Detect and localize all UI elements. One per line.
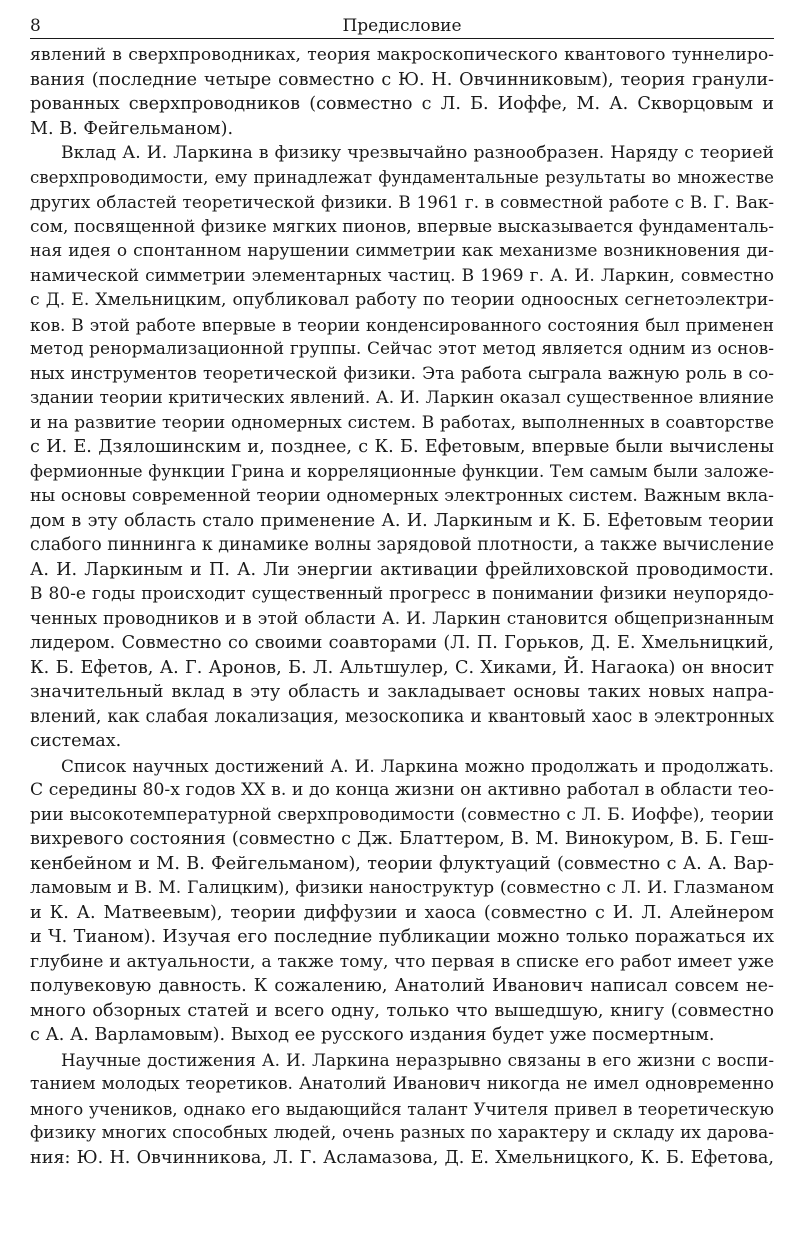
text-line: влений, как слабая локализация, мезоскопика и квантовый хаос в электронных bbox=[30, 706, 774, 727]
text-line: много учеников, однако его выдающийся талант Учителя привел в теоретическую bbox=[30, 1098, 774, 1119]
text-line: ная идея о спонтанном нарушении симметрии как механизме возникновения ди- bbox=[30, 241, 774, 261]
text-line: и на развитие теории одномерных систем. В работах, выполненных в соавторстве bbox=[30, 412, 774, 433]
text-line: М. В. Фейгельманом). bbox=[30, 118, 234, 139]
text-line: метод ренормализационной группы. Сейчас этот метод является одним из основ- bbox=[30, 339, 774, 359]
text-line: глубине и актуальности, а также тому, что первая в списке его работ имеет уже bbox=[30, 951, 774, 972]
text-line: с Д. Е. Хмельницким, опубликовал работу по теории одноосных сегнетоэлектри- bbox=[30, 290, 774, 310]
text-line: явлений в сверхпроводниках, теория макроскопического квантового туннелиро- bbox=[30, 45, 774, 65]
body-text bbox=[30, 39, 774, 1170]
text-line: танием молодых теоретиков. Анатолий Иванович никогда не имел одновременно bbox=[30, 1074, 774, 1094]
running-header bbox=[30, 14, 774, 39]
text-line: с А. А. Варламовым). Выход ее русского издания будет уже посмертным. bbox=[30, 1025, 715, 1045]
text-line: сверхпроводимости, ему принадлежат фундаментальные результаты во множестве bbox=[30, 167, 774, 187]
text-line: полувековую давность. К сожалению, Анатолий Иванович написал совсем не- bbox=[30, 976, 774, 996]
text-line: Научные достижения А. И. Ларкина неразрывно связаны в его жизни с воспи- bbox=[61, 1049, 774, 1070]
text-line: и К. А. Матвеевым), теории диффузии и хаоса (совместно с И. Л. Алейнером bbox=[30, 902, 774, 923]
text-line: других областей теоретической физики. В 1961 г. в совместной работе с В. Г. Вак- bbox=[30, 192, 774, 212]
text-line: с И. Е. Дзялошинским и, позднее, с К. Б. Ефетовым, впервые были вычислены bbox=[30, 437, 774, 457]
text-line: рии высокотемпературной сверхпроводимости (совместно с Л. Б. Иоффе), теории bbox=[30, 804, 774, 825]
text-line: К. Б. Ефетов, А. Г. Аронов, Б. Л. Альтшулер, С. Хиками, Й. Нагаока) он вносит bbox=[30, 657, 774, 678]
text-line: физику многих способных людей, очень разных по характеру и складу их дарова- bbox=[30, 1123, 774, 1143]
text-line: ков. В этой работе впервые в теории конденсированного состояния был применен bbox=[30, 314, 774, 335]
text-line: вания (последние четыре совместно с Ю. Н. Овчинниковым), теория гранули- bbox=[30, 69, 774, 90]
text-line: дом в эту область стало применение А. И. Ларкиным и К. Б. Ефетовым теории bbox=[30, 510, 774, 531]
text-line: Список научных достижений А. И. Ларкина можно продолжать и продолжать. bbox=[61, 755, 774, 776]
text-line: намической симметрии элементарных частиц. В 1969 г. А. И. Ларкин, совместно bbox=[30, 265, 774, 286]
text-line: рованных сверхпроводников (совместно с Л. Б. Иоффе, М. А. Скворцовым и bbox=[30, 94, 774, 114]
text-line: В 80-е годы происходит существенный прогресс в понимании физики неупорядо- bbox=[30, 584, 774, 604]
text-line: вихревого состояния (совместно с Дж. Блаттером, В. М. Винокуром, В. Б. Геш- bbox=[30, 829, 774, 849]
text-line: ламовым и В. М. Галицким), физики наноструктур (совместно с Л. И. Глазманом bbox=[30, 878, 774, 898]
book-page bbox=[30, 14, 774, 1170]
text-line: системах. bbox=[30, 731, 122, 751]
text-line: ния: Ю. Н. Овчинникова, Л. Г. Асламазова, Д. Е. Хмельницкого, К. Б. Ефетова, bbox=[30, 1147, 774, 1168]
page-number: 8 bbox=[30, 16, 41, 36]
text-line: здании теории критических явлений. А. И. Ларкин оказал существенное влияние bbox=[30, 388, 774, 408]
text-line: много обзорных статей и всего одну, только что вышедшую, книгу (совместно bbox=[30, 1000, 774, 1021]
text-line: Вклад А. И. Ларкина в физику чрезвычайно разнообразен. Наряду с теорией bbox=[61, 143, 774, 163]
text-line: ных инструментов теоретической физики. Эта работа сыграла важную роль в со- bbox=[30, 363, 774, 384]
text-line: кенбейном и М. В. Фейгельманом), теории флуктуаций (совместно с А. А. Вар- bbox=[30, 853, 774, 874]
text-line: слабого пиннинга к динамике волны зарядовой плотности, а также вычисление bbox=[30, 535, 774, 555]
text-line: А. И. Ларкиным и П. А. Ли энергии активации фрейлиховской проводимости. bbox=[30, 559, 774, 580]
text-line: ченных проводников и в этой области А. И. Ларкин становится общепризнанным bbox=[30, 608, 774, 629]
text-line: значительный вклад в эту область и закладывает основы таких новых напра- bbox=[30, 682, 774, 702]
running-title: Предисловие bbox=[342, 16, 462, 36]
text-line: и Ч. Тианом). Изучая его последние публикации можно только поражаться их bbox=[30, 927, 774, 947]
text-line: С середины 80-х годов XX в. и до конца жизни он активно работал в области тео- bbox=[30, 780, 774, 800]
text-line: сом, посвященной физике мягких пионов, впервые высказывается фундаменталь- bbox=[30, 216, 774, 237]
text-line: ны основы современной теории одномерных электронных систем. Важным вкла- bbox=[30, 486, 774, 506]
text-line: фермионные функции Грина и корреляционные функции. Тем самым были заложе- bbox=[30, 461, 774, 481]
text-line: лидером. Совместно со своими соавторами (Л. П. Горьков, Д. Е. Хмельницкий, bbox=[30, 633, 774, 653]
